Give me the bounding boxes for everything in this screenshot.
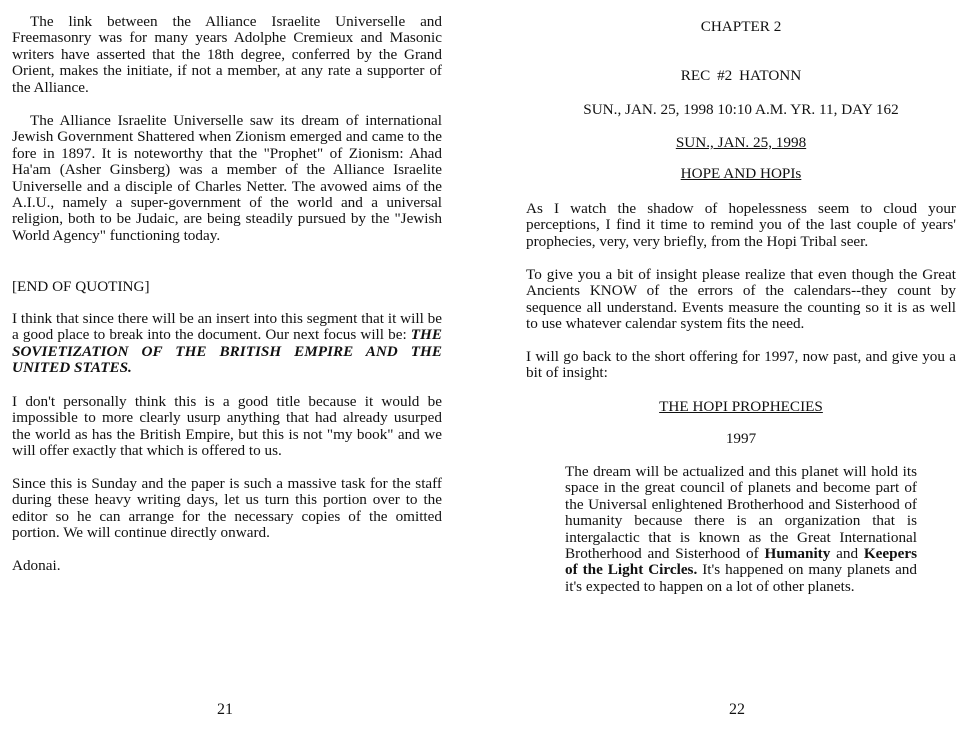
paragraph-hopelessness: As I watch the shadow of hopelessness seem to cloud your perceptions, I find it time to remind you of the last couple of years' prophecies, very, very briefly, from the Hopi Tribal seer. <box>526 200 956 250</box>
right-page <box>526 0 956 738</box>
paragraph-zionism: The Alliance Israelite Universelle saw its dream of international Jewish Government Shattered when Zionism emerged and came to the fore in 1897. It is noteworthy that the "Prophet" of Zionism: Ahad Ha'am (Asher Ginsberg) was a member of the Alliance Israelite Universelle and a disciple of Charles Netter. The avowed aims of the A.I.U., namely a super-government of the world and a universal religion, both to be Judaic, are being steadily pursued by the "Jewish World Agency" functioning today. <box>12 112 442 244</box>
bold-humanity: Humanity <box>764 545 831 563</box>
date-line: SUN., JAN. 25, 1998 10:10 A.M. YR. 11, DAY 162 <box>583 101 899 118</box>
paragraph-next-focus <box>12 311 442 377</box>
date-underlined: SUN., JAN. 25, 1998 <box>675 134 807 151</box>
bold-keepers: Keepers of the Light Circles. <box>565 545 917 579</box>
page-number-right: 22 <box>729 701 745 718</box>
focus-title: THE SOVIETIZATION OF THE BRITISH EMPIRE AND THE UNITED STATES. <box>12 326 443 377</box>
page-number-left: 21 <box>217 701 233 718</box>
paragraph-calendars: To give you a bit of insight please realize that even though the Great Ancients KNOW of the errors of the calendars--they count by sequence all understand. Events measure the counting so it is as well to use whatever calendar system fits the need. <box>526 266 956 333</box>
rec-line: REC #2 HATONN <box>680 67 802 84</box>
paragraph-title-opinion: I don't personally think this is a good title because it would be impossible to more clearly usurp anything that had already usurped the world as has the British Empire, but this is not "my book" and we will offer exactly that which is offered to us. <box>12 393 442 460</box>
paragraph-sunday-editor: Since this is Sunday and the paper is such a massive task for the staff during these heavy writing days, let us turn this portion over to the editor so he can arrange for the necessary copies of the omitted portion. We will continue directly onward. <box>12 475 442 542</box>
end-of-quoting: [END OF QUOTING] <box>12 278 150 295</box>
prophecies-title: THE HOPI PROPHECIES <box>659 398 823 415</box>
paragraph-short-offering: I will go back to the short offering for 1997, now past, and give you a bit of insight: <box>526 348 956 382</box>
paragraph-alliance-freemasonry: The link between the Alliance Israelite Universelle and Freemasonry was for many years Adolphe Cremieux and Masonic writers have asserted that the 18th degree, conferred by the Grand Orient, makes the initiate, if not a member, at any rate a supporter of the Alliance. <box>12 13 442 96</box>
year-1997: 1997 <box>725 430 757 447</box>
section-title: HOPE AND HOPIs <box>680 165 802 182</box>
left-page <box>12 0 442 738</box>
next-focus-text: I think that since there will be an insert into this segment that it will be a good place to break into the document. Our next focus will be: <box>12 310 442 344</box>
signature-adonai: Adonai. <box>12 557 61 574</box>
prophecy-quote: The dream will be actualized and this planet will hold its space in the great council of planets and become part of the Universal enlightened Brotherhood and Sisterhood of humanity because there is an organization that is intergalactic that is known as the Great International Brotherhood and Sisterhood of Humanity and Keepers of the Light Circles. It's happened on many planets and it's expected to happen on a lot of other planets. <box>565 463 917 595</box>
chapter-heading: CHAPTER 2 <box>700 18 782 35</box>
